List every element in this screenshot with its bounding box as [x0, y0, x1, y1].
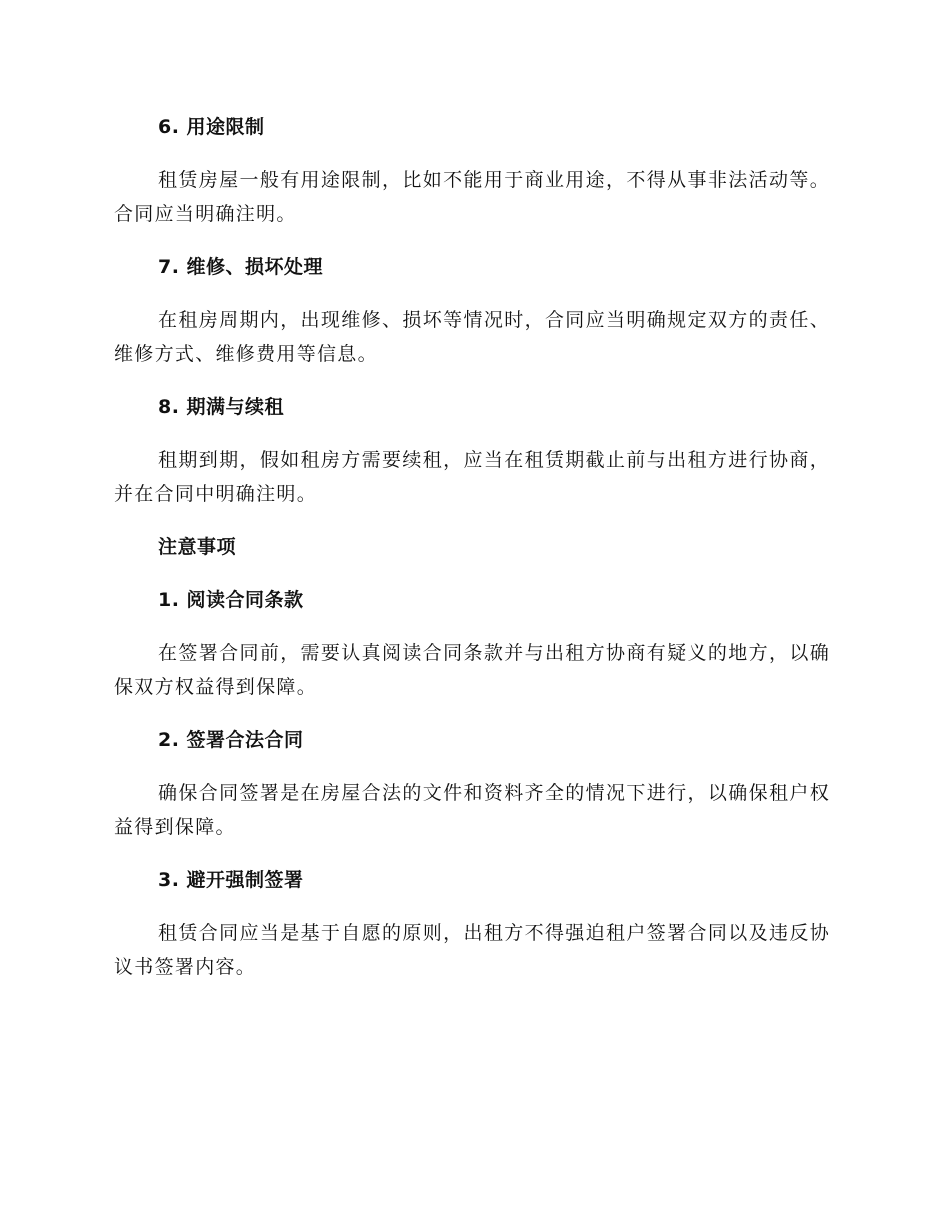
section-text-expiry-renewal: 租期到期，假如租房方需要续租，应当在租赁期截止前与出租方进行协商，并在合同中明确注明。 — [114, 449, 830, 505]
section-text-read-terms: 在签署合同前，需要认真阅读合同条款并与出租方协商有疑义的地方，以确保双方权益得到保障。 — [114, 642, 830, 698]
section-heading-avoid-forced-signing: 3. 避开强制签署 — [158, 869, 304, 891]
section-text-usage-restriction: 租赁房屋一般有用途限制，比如不能用于商业用途，不得从事非法活动等。合同应当明确注明。 — [114, 169, 830, 225]
section-heading-repair-damage: 7. 维修、损坏处理 — [158, 256, 324, 278]
section-heading-legal-contract: 2. 签署合法合同 — [158, 729, 304, 751]
section-heading-expiry-renewal: 8. 期满与续租 — [158, 396, 285, 418]
section-heading-notes: 注意事项 — [158, 536, 237, 558]
document-body — [114, 110, 830, 984]
section-heading-usage-restriction: 6. 用途限制 — [158, 116, 265, 138]
section-text-legal-contract: 确保合同签署是在房屋合法的文件和资料齐全的情况下进行，以确保租户权益得到保障。 — [114, 782, 830, 838]
section-text-avoid-forced-signing: 租赁合同应当是基于自愿的原则，出租方不得强迫租户签署合同以及违反协议书签署内容。 — [114, 922, 830, 978]
section-heading-read-terms: 1. 阅读合同条款 — [158, 589, 304, 611]
section-text-repair-damage: 在租房周期内，出现维修、损坏等情况时，合同应当明确规定双方的责任、维修方式、维修费用等信息。 — [114, 309, 830, 365]
